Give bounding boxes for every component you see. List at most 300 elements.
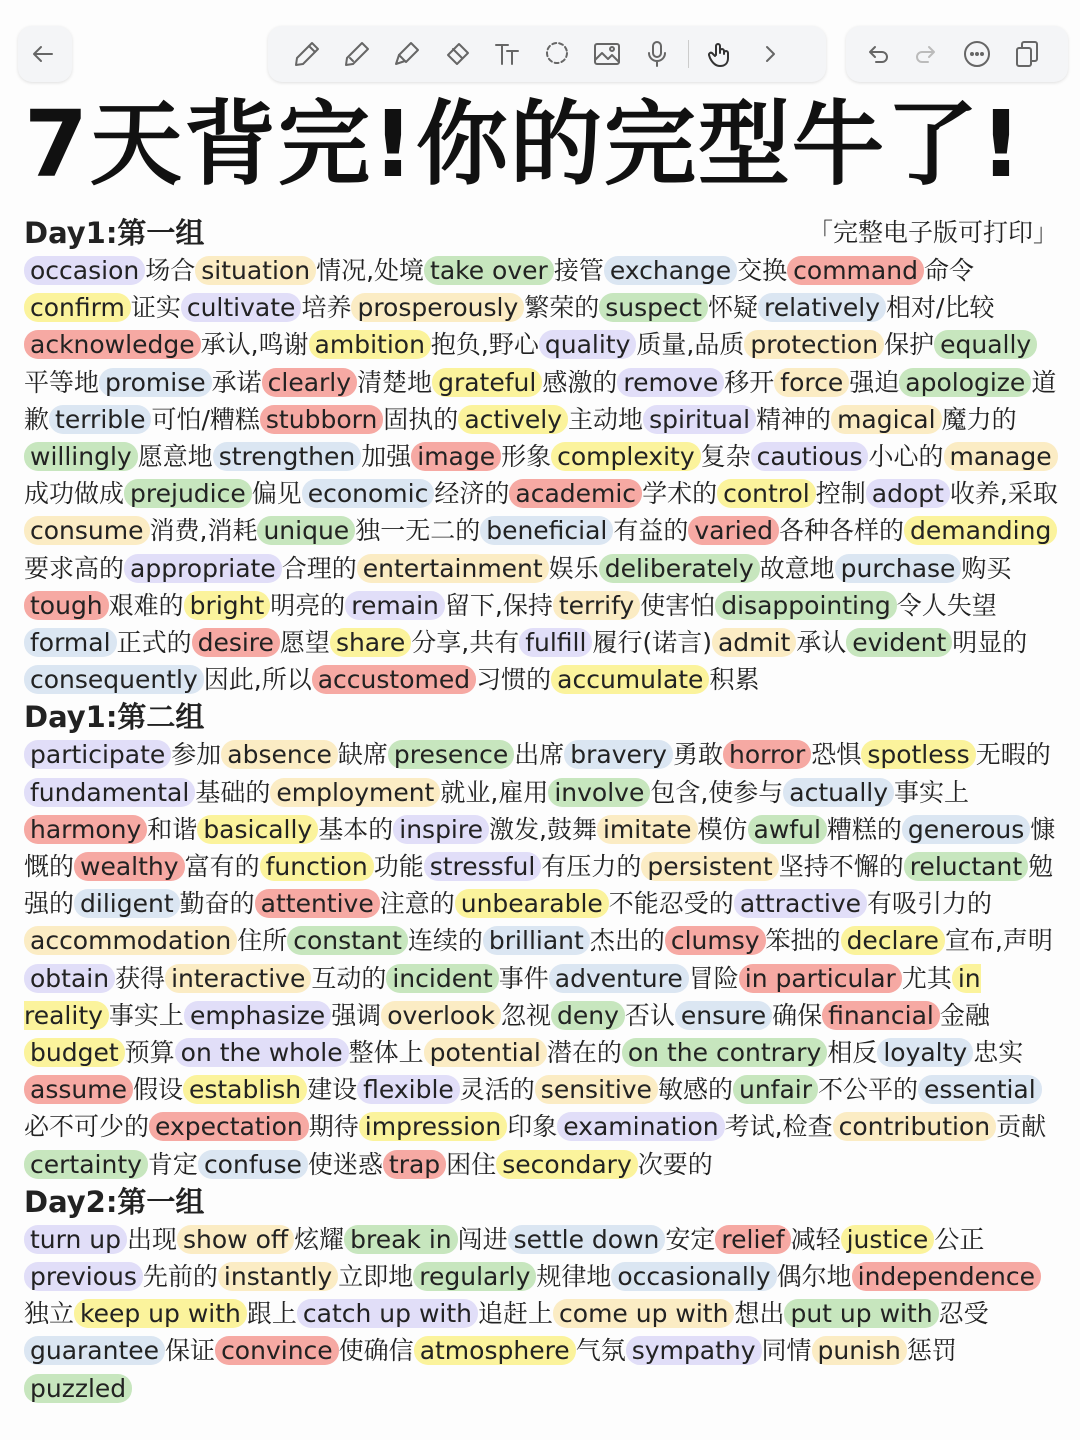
vocab-meaning: 勉强的 <box>24 852 1054 919</box>
vocab-word: control <box>717 479 816 508</box>
vocab-meaning: 勇敢 <box>672 740 723 770</box>
undo-icon[interactable] <box>854 31 900 77</box>
vocab-word: punish <box>812 1336 907 1365</box>
pen-icon[interactable] <box>284 31 330 77</box>
vocab-meaning: 减轻 <box>790 1224 841 1254</box>
vocab-meaning: 次要的 <box>637 1149 713 1179</box>
vocab-meaning: 建设 <box>307 1075 358 1105</box>
vocab-meaning: 强迫 <box>849 367 900 397</box>
vocab-meaning: 模仿 <box>697 814 748 844</box>
vocab-word: deliberately <box>599 554 760 583</box>
vocab-word: settle down <box>508 1225 666 1254</box>
vocab-word: strengthen <box>213 442 362 471</box>
vocab-meaning: 闯进 <box>457 1224 508 1254</box>
vocab-meaning: 主动地 <box>568 404 644 434</box>
vocab-meaning: 怀疑 <box>707 293 758 323</box>
vocab-meaning: 魔力的 <box>941 404 1017 434</box>
vocab-word: presence <box>388 740 514 769</box>
vocab-meaning: 质量,品质 <box>636 330 745 360</box>
section-heading <box>24 698 1058 736</box>
vocab-word: accommodation <box>24 926 237 955</box>
vocab-meaning: 忽视 <box>500 1000 551 1030</box>
vocab-word: assume <box>24 1075 133 1104</box>
vocab-word: complexity <box>551 442 701 471</box>
vocab-meaning: 富有的 <box>184 852 260 882</box>
vocab-word: terrify <box>553 591 640 620</box>
vocab-block <box>24 1221 1058 1407</box>
drawing-tools <box>268 26 826 82</box>
vocab-meaning: 印象 <box>507 1112 558 1142</box>
vocab-word: suspect <box>599 293 708 322</box>
vocab-word: consume <box>24 516 150 545</box>
vocab-meaning: 场合 <box>145 256 196 285</box>
vocab-meaning: 基本的 <box>318 814 394 844</box>
vocab-meaning: 积累 <box>709 665 760 695</box>
vocab-word: attentive <box>255 889 380 918</box>
vocab-meaning: 考试,检查 <box>724 1112 833 1142</box>
vocab-word: keep up with <box>74 1299 247 1328</box>
vocab-meaning: 恐惧 <box>811 740 862 770</box>
vocab-meaning: 愿望 <box>279 628 330 658</box>
vocab-meaning: 抱负,野心 <box>430 330 539 360</box>
section-title: Day1:第二组 <box>24 700 205 735</box>
vocab-word: deny <box>551 1001 625 1030</box>
vocab-meaning: 公正 <box>934 1224 985 1254</box>
vocab-meaning: 故意地 <box>759 553 835 583</box>
vocab-meaning: 证实 <box>130 293 181 323</box>
vocab-meaning: 分享,共有 <box>411 628 520 658</box>
vocab-word: expectation <box>149 1112 309 1141</box>
vocab-word: potential <box>424 1038 547 1067</box>
vocab-meaning: 潜在的 <box>546 1038 622 1068</box>
vocab-word: reluctant <box>904 852 1028 881</box>
vocab-word: exchange <box>604 256 737 285</box>
vocab-word: relief <box>715 1225 790 1254</box>
vocab-meaning: 缺席 <box>337 740 388 770</box>
vocab-word: accumulate <box>551 665 709 694</box>
vocab-word: obtain <box>24 964 115 993</box>
eraser-icon[interactable] <box>434 31 480 77</box>
vocab-word: in particular <box>739 964 902 993</box>
vocab-word: confirm <box>24 293 131 322</box>
section-heading <box>24 214 1058 252</box>
vocab-word: bright <box>184 591 271 620</box>
vocab-word: break in <box>344 1225 458 1254</box>
printable-note: 「完整电子版可打印」 <box>807 218 1058 247</box>
vocab-word: accustomed <box>312 665 476 694</box>
vocab-word: terrible <box>49 405 151 434</box>
vocab-meaning: 糟糕的 <box>826 814 902 844</box>
vocab-word: apologize <box>899 368 1031 397</box>
vocab-word: come up with <box>553 1299 734 1328</box>
vocab-meaning: 基础的 <box>195 777 271 807</box>
vocab-meaning: 复杂 <box>700 442 751 472</box>
vocab-word: stressful <box>424 852 542 881</box>
vocab-word: horror <box>723 740 811 769</box>
vocab-meaning: 形象 <box>501 442 552 472</box>
vocab-word: fulfill <box>519 628 592 657</box>
vocab-meaning: 学术的 <box>642 479 718 509</box>
vocab-word: persistent <box>641 852 778 881</box>
vocab-word: acknowledge <box>24 330 201 359</box>
vocab-word: academic <box>509 479 642 508</box>
vocab-word: grateful <box>432 368 542 397</box>
vocab-word: guarantee <box>24 1336 165 1365</box>
vocab-word: justice <box>841 1225 935 1254</box>
vocab-word: declare <box>841 926 945 955</box>
vocab-word: occasionally <box>611 1262 776 1291</box>
vocab-word: admit <box>712 628 796 657</box>
section-title: Day2:第一组 <box>24 1184 205 1219</box>
vocab-word: put up with <box>784 1299 938 1328</box>
vocab-meaning: 承认,鸣谢 <box>200 330 309 360</box>
vocab-meaning: 移开 <box>724 367 775 397</box>
vocab-word: inspire <box>393 815 489 844</box>
vocab-meaning: 勤奋的 <box>179 889 255 919</box>
toolbar-divider <box>688 40 689 68</box>
vocab-word: cautious <box>751 442 869 471</box>
vocab-meaning: 必不可少的 <box>24 1112 150 1142</box>
vocab-meaning: 贡献 <box>996 1112 1047 1142</box>
vocab-word: attractive <box>734 889 867 918</box>
hand-pointer-icon[interactable] <box>697 31 743 77</box>
vocab-meaning: 参加 <box>171 740 222 770</box>
back-button[interactable] <box>18 26 72 82</box>
vocab-word: economic <box>302 479 435 508</box>
vocab-meaning: 保护 <box>884 330 935 360</box>
vocab-word: awful <box>748 815 827 844</box>
vocab-word: diligent <box>74 889 180 918</box>
vocab-word: remain <box>345 591 445 620</box>
vocab-word: unique <box>257 516 355 545</box>
vocab-meaning: 跟上 <box>246 1299 297 1329</box>
vocab-word: magical <box>831 405 942 434</box>
vocab-word: impression <box>359 1112 507 1141</box>
vocab-meaning: 尤其 <box>901 963 952 993</box>
vocab-word: manage <box>944 442 1058 471</box>
vocab-word: actually <box>783 778 894 807</box>
vocab-word: share <box>330 628 411 657</box>
vocab-meaning: 激发,鼓舞 <box>489 814 597 844</box>
vocab-word: quality <box>539 330 637 359</box>
arrow-left-icon <box>20 31 66 77</box>
vocab-meaning: 金融 <box>939 1000 990 1030</box>
vocab-meaning: 不能忍受的 <box>608 889 734 919</box>
vocab-meaning: 困住 <box>446 1149 497 1179</box>
vocab-word: brilliant <box>483 926 590 955</box>
vocab-meaning: 因此,所以 <box>203 665 312 695</box>
vocab-meaning: 道歉 <box>24 367 1057 434</box>
vocab-meaning: 确保 <box>772 1000 823 1030</box>
vocab-word: bravery <box>564 740 673 769</box>
vocab-meaning: 预算 <box>124 1038 175 1068</box>
vocab-word: adopt <box>866 479 950 508</box>
vocab-meaning: 收养,采取 <box>949 479 1058 509</box>
vocab-word: basically <box>197 815 318 844</box>
vocab-meaning: 精神的 <box>756 404 832 434</box>
vocab-word: absence <box>221 740 338 769</box>
vocab-word: situation <box>195 256 316 285</box>
vocab-meaning: 敏感的 <box>657 1075 733 1105</box>
vocab-word: purchase <box>835 554 962 583</box>
vocab-meaning: 追赶上 <box>478 1299 554 1329</box>
vocab-meaning: 偏见 <box>251 479 302 509</box>
vocab-meaning: 事实上 <box>108 1000 184 1030</box>
vocab-meaning: 灵活的 <box>459 1075 535 1105</box>
vocab-meaning: 获得 <box>115 963 166 993</box>
section-title: Day1:第一组 <box>24 216 205 250</box>
vocab-word: certainty <box>24 1150 148 1179</box>
vocab-meaning: 情况,处境 <box>316 256 425 285</box>
vocab-word: unfair <box>733 1075 818 1104</box>
vocab-meaning: 有吸引力的 <box>867 889 993 919</box>
vocab-word: in reality <box>24 963 981 1030</box>
mic-icon[interactable] <box>634 31 680 77</box>
vocab-word: show off <box>177 1225 294 1254</box>
vocab-word: secondary <box>496 1150 638 1179</box>
vocab-meaning: 承诺 <box>211 367 262 397</box>
vocab-word: beneficial <box>480 516 613 545</box>
vocab-meaning: 期待 <box>308 1112 359 1142</box>
vocabulary-content <box>24 214 1058 1407</box>
vocab-meaning: 笨拙的 <box>765 926 841 956</box>
vocab-meaning: 事件 <box>498 963 549 993</box>
vocab-word: clearly <box>262 368 357 397</box>
vocab-meaning: 加强 <box>361 442 412 472</box>
vocab-meaning: 坚持不懈的 <box>778 852 904 882</box>
vocab-meaning: 有压力的 <box>541 852 642 882</box>
vocab-meaning: 不公平的 <box>818 1075 919 1105</box>
vocab-word: puzzled <box>24 1374 132 1403</box>
vocab-meaning: 平等地 <box>24 367 100 397</box>
vocab-meaning: 功能 <box>373 852 424 882</box>
vocab-word: contribution <box>833 1112 997 1141</box>
vocab-word: occasion <box>24 256 145 285</box>
vocab-word: desire <box>192 628 280 657</box>
vocab-word: sensitive <box>535 1075 658 1104</box>
vocab-meaning: 培养 <box>301 293 352 323</box>
vocab-meaning: 否认 <box>624 1000 675 1030</box>
vocab-meaning: 明亮的 <box>270 590 346 620</box>
vocab-meaning: 使害怕 <box>640 590 716 620</box>
vocab-word: stubborn <box>260 405 383 434</box>
vocab-meaning: 要求高的 <box>24 553 125 583</box>
vocab-meaning: 包含,使参与 <box>650 777 784 807</box>
more-icon[interactable] <box>954 31 1000 77</box>
vocab-word: consequently <box>24 665 204 694</box>
vocab-word: loyalty <box>877 1038 973 1067</box>
vocab-word: flexible <box>357 1075 460 1104</box>
text-icon[interactable] <box>484 31 530 77</box>
vocab-word: evident <box>846 628 952 657</box>
vocab-meaning: 规律地 <box>536 1262 612 1292</box>
vocab-meaning: 经济的 <box>434 479 510 509</box>
vocab-word: employment <box>270 778 440 807</box>
vocab-word: constant <box>287 926 408 955</box>
vocab-word: catch up with <box>297 1299 478 1328</box>
vocab-word: command <box>787 256 924 285</box>
vocab-word: regularly <box>413 1262 536 1291</box>
vocab-meaning: 感激的 <box>542 367 618 397</box>
vocab-meaning: 先前的 <box>142 1262 218 1292</box>
vocab-word: on the contrary <box>622 1038 827 1067</box>
vocab-word: financial <box>822 1001 940 1030</box>
vocab-meaning: 偶尔地 <box>776 1262 852 1292</box>
vocab-meaning: 宣布,声明 <box>944 926 1053 956</box>
page-title: 7天背完!你的完型牛了! <box>24 91 1024 198</box>
vocab-word: fundamental <box>24 778 195 807</box>
vocab-word: relatively <box>758 293 886 322</box>
vocab-word: demanding <box>904 516 1057 545</box>
vocab-meaning: 冒险 <box>688 963 739 993</box>
vocab-meaning: 和谐 <box>147 814 198 844</box>
vocab-word: ambition <box>309 330 431 359</box>
vocab-meaning: 使迷惑 <box>307 1149 383 1179</box>
vocab-word: clumsy <box>665 926 766 955</box>
vocab-meaning: 小心的 <box>868 442 944 472</box>
vocab-meaning: 明显的 <box>952 628 1028 658</box>
vocab-meaning: 艰难的 <box>108 590 184 620</box>
vocab-meaning: 承认 <box>796 628 847 658</box>
vocab-meaning: 固执的 <box>383 404 459 434</box>
vocab-word: promise <box>99 368 212 397</box>
vocab-meaning: 忍受 <box>938 1299 989 1329</box>
vocab-word: essential <box>918 1075 1042 1104</box>
vocab-meaning: 命令 <box>923 256 974 285</box>
vocab-meaning: 令人失望 <box>896 590 997 620</box>
vocab-meaning: 清楚地 <box>357 367 433 397</box>
vocab-word: willingly <box>24 442 138 471</box>
vocab-meaning: 合理的 <box>281 553 357 583</box>
vocab-meaning: 忠实 <box>973 1038 1024 1068</box>
vocab-word: entertainment <box>357 554 549 583</box>
vocab-meaning: 购买 <box>961 553 1012 583</box>
vocab-word: incident <box>386 964 498 993</box>
vocab-meaning: 消费,消耗 <box>149 516 258 546</box>
vocab-word: varied <box>688 516 779 545</box>
vocab-meaning: 相对/比较 <box>886 293 995 323</box>
vocab-meaning: 交换 <box>737 256 788 285</box>
vocab-word: emphasize <box>184 1001 331 1030</box>
vocab-word: appropriate <box>124 554 282 583</box>
vocab-word: participate <box>24 740 171 769</box>
image-icon[interactable] <box>584 31 630 77</box>
vocab-meaning: 慷慨的 <box>24 814 1056 882</box>
vocab-meaning: 杰出的 <box>589 926 665 956</box>
vocab-word: unbearable <box>455 889 609 918</box>
vocab-word: examination <box>557 1112 724 1141</box>
vocab-word: function <box>260 852 374 881</box>
vocab-word: prosperously <box>351 293 524 322</box>
pencil-icon[interactable] <box>334 31 380 77</box>
vocab-meaning: 整体上 <box>348 1038 424 1068</box>
vocab-meaning: 想出 <box>734 1299 785 1329</box>
section-heading <box>24 1183 1058 1221</box>
vocab-meaning: 立即地 <box>338 1262 414 1292</box>
vocab-word: spiritual <box>643 405 756 434</box>
vocab-word: turn up <box>24 1225 127 1254</box>
vocab-word: image <box>411 442 501 471</box>
vocab-word: on the whole <box>175 1038 349 1067</box>
vocab-block <box>24 736 1058 1182</box>
vocab-word: tough <box>24 591 109 620</box>
vocab-meaning: 可怕/糟糕 <box>151 404 260 434</box>
vocab-word: ensure <box>675 1001 772 1030</box>
edit-tools <box>846 26 1068 82</box>
vocab-meaning: 各种各样的 <box>779 516 905 546</box>
vocab-meaning: 就业,雇用 <box>440 777 549 807</box>
vocab-word: adventure <box>549 964 689 993</box>
vocab-meaning: 安定 <box>665 1224 716 1254</box>
vocab-meaning: 肯定 <box>147 1149 198 1179</box>
vocab-meaning: 出现 <box>127 1224 178 1254</box>
vocab-word: involve <box>548 778 650 807</box>
vocab-meaning: 独一无二的 <box>355 516 481 546</box>
vocab-word: trap <box>383 1150 446 1179</box>
vocab-meaning: 无暇的 <box>975 740 1051 770</box>
vocab-word: equally <box>934 330 1037 359</box>
vocab-word: overlook <box>381 1001 501 1030</box>
redo-icon[interactable] <box>904 31 950 77</box>
vocab-word: disappointing <box>715 591 896 620</box>
vocab-meaning: 出席 <box>514 740 565 770</box>
vocab-meaning: 繁荣的 <box>524 293 600 323</box>
vocab-meaning: 强调 <box>331 1000 382 1030</box>
vocab-meaning: 注意的 <box>379 889 455 919</box>
vocab-meaning: 假设 <box>132 1075 183 1105</box>
vocab-word: remove <box>617 368 724 397</box>
vocab-meaning: 惩罚 <box>906 1336 957 1366</box>
vocab-meaning: 使确信 <box>338 1336 414 1366</box>
vocab-word: convince <box>215 1336 339 1365</box>
vocab-word: spotless <box>861 740 975 769</box>
vocab-meaning: 履行(诺言) <box>592 628 712 658</box>
vocab-meaning: 住所 <box>237 926 288 956</box>
vocab-word: generous <box>902 815 1030 844</box>
vocab-word: previous <box>24 1262 143 1291</box>
vocab-meaning: 保证 <box>165 1336 216 1366</box>
vocab-word: actively <box>458 405 568 434</box>
vocab-meaning: 愿意地 <box>137 442 213 472</box>
vocab-word: establish <box>183 1075 307 1104</box>
vocab-word: sympathy <box>626 1336 762 1365</box>
vocab-meaning: 正式的 <box>116 628 192 658</box>
vocab-meaning: 同情 <box>761 1336 812 1366</box>
vocab-meaning: 习惯的 <box>476 665 552 695</box>
vocab-word: prejudice <box>124 479 252 508</box>
vocab-word: confuse <box>198 1150 308 1179</box>
vocab-word: cultivate <box>181 293 302 322</box>
vocab-meaning: 气氛 <box>575 1336 626 1366</box>
highlighter-icon[interactable] <box>384 31 430 77</box>
vocab-meaning: 相反 <box>827 1038 878 1068</box>
vocab-meaning: 接管 <box>553 256 604 285</box>
vocab-word: wealthy <box>74 852 185 881</box>
vocab-word: harmony <box>24 815 147 844</box>
vocab-meaning: 有益的 <box>613 516 689 546</box>
vocab-meaning: 事实上 <box>894 777 970 807</box>
vocab-meaning: 互动的 <box>311 963 387 993</box>
vocab-meaning: 控制 <box>815 479 866 509</box>
chevron-right-icon[interactable] <box>747 31 793 77</box>
vocab-word: atmosphere <box>414 1336 576 1365</box>
lasso-icon[interactable] <box>534 31 580 77</box>
copy-icon[interactable] <box>1004 31 1050 77</box>
vocab-block <box>24 252 1058 698</box>
vocab-word: independence <box>852 1262 1041 1291</box>
vocab-word: force <box>774 368 849 397</box>
top-toolbar <box>0 0 1080 104</box>
